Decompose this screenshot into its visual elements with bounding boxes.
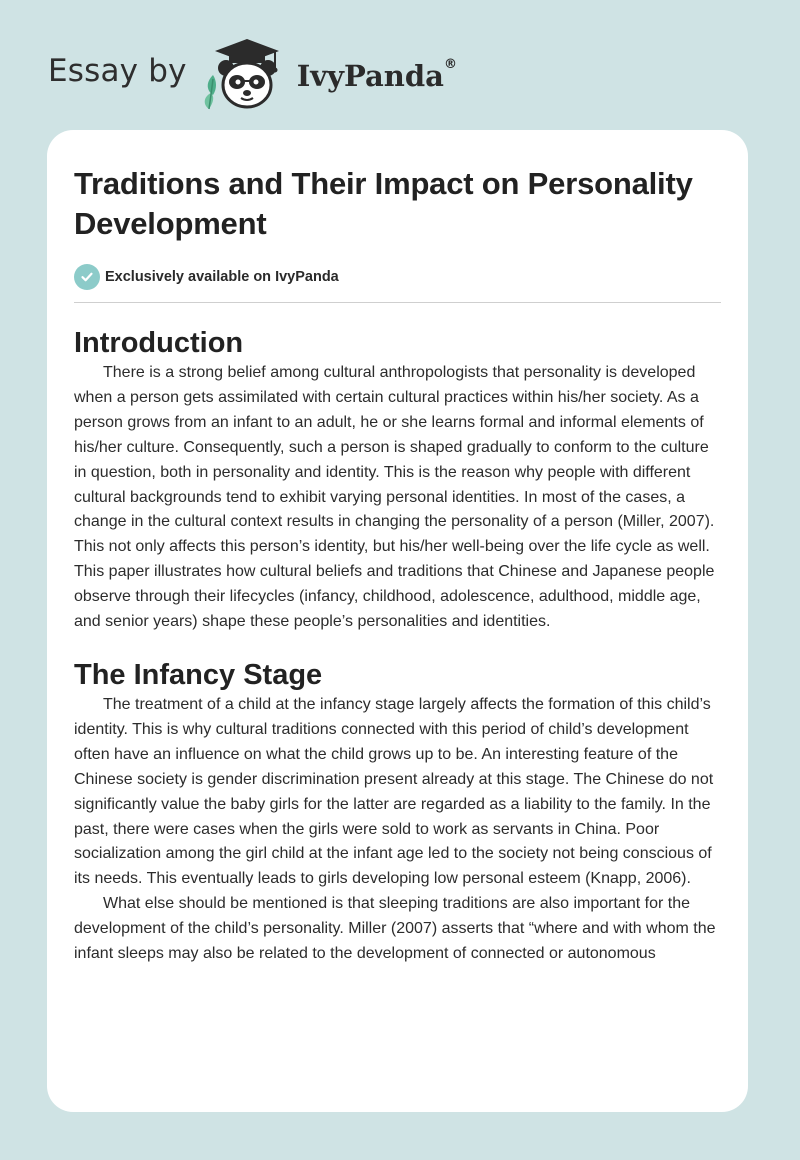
essay-card	[47, 130, 748, 1112]
section-heading-introduction: Introduction	[74, 327, 244, 359]
exclusive-badge	[74, 264, 721, 290]
exclusive-label: Exclusively available on IvyPanda	[105, 269, 339, 285]
section-heading-infancy-stage: The Infancy Stage	[74, 658, 323, 691]
paragraph-introduction: There is a strong belief among cultural anthropologists that personality is developed when a person gets assimilated with certain cultural practices within his/her society. As a person grows from an infant to an adult, he or she learns formal and informal elements of his/her culture. Consequently, such a person is shaped gradually to conform to the culture in question, both in personality and identity. This is the reason why people with different cultural backgrounds tend to exhibit varying personal identities. In most of the cases, a change in the cultural context results in changing the personality of a person (Miller, 2007). This not only affects this person’s identity, but his/her well-being over the life cycle as well. This paper illustrates how cultural beliefs and traditions that Chinese and Japanese people observe through their lifecycles (infancy, childhood, adolescence, adulthood, middle age, and senior years) shape these people’s personalities and identities.	[74, 364, 715, 631]
essay-title: Traditions and Their Impact on Personality Development	[74, 166, 693, 241]
divider	[74, 302, 721, 303]
ivypanda-logo-icon	[201, 35, 293, 113]
ivypanda-brand-name[interactable]	[297, 59, 457, 93]
brand-text: IvyPanda	[296, 59, 444, 93]
paragraph-infancy-2: What else should be mentioned is that sleeping traditions are also important for the development of the child’s personality. Miller (2007) asserts that “where and with whom the infant sleeps may also be related to the development of connected or autonomous	[74, 895, 716, 963]
essay-by-label: Essay by	[48, 53, 187, 89]
site-header	[48, 34, 457, 114]
registered-mark: ®	[443, 57, 457, 72]
check-icon	[74, 264, 100, 290]
paragraph-infancy-1: The treatment of a child at the infancy stage largely affects the formation of this child’s identity. This is why cultural traditions connected with this period of child’s development often have an influence on what the child grows up to be. An interesting feature of the Chinese society is gender discrimination present already at this stage. The Chinese do not significantly value the baby girls for the latter are regarded as a liability to the family. In the past, there were cases when the girls were sold to work as servants in China. Poor socialization among the girl child at the infant age led to the society not being conscious of its needs. This eventually leads to girls developing low personal esteem (Knapp, 2006).	[74, 695, 714, 888]
